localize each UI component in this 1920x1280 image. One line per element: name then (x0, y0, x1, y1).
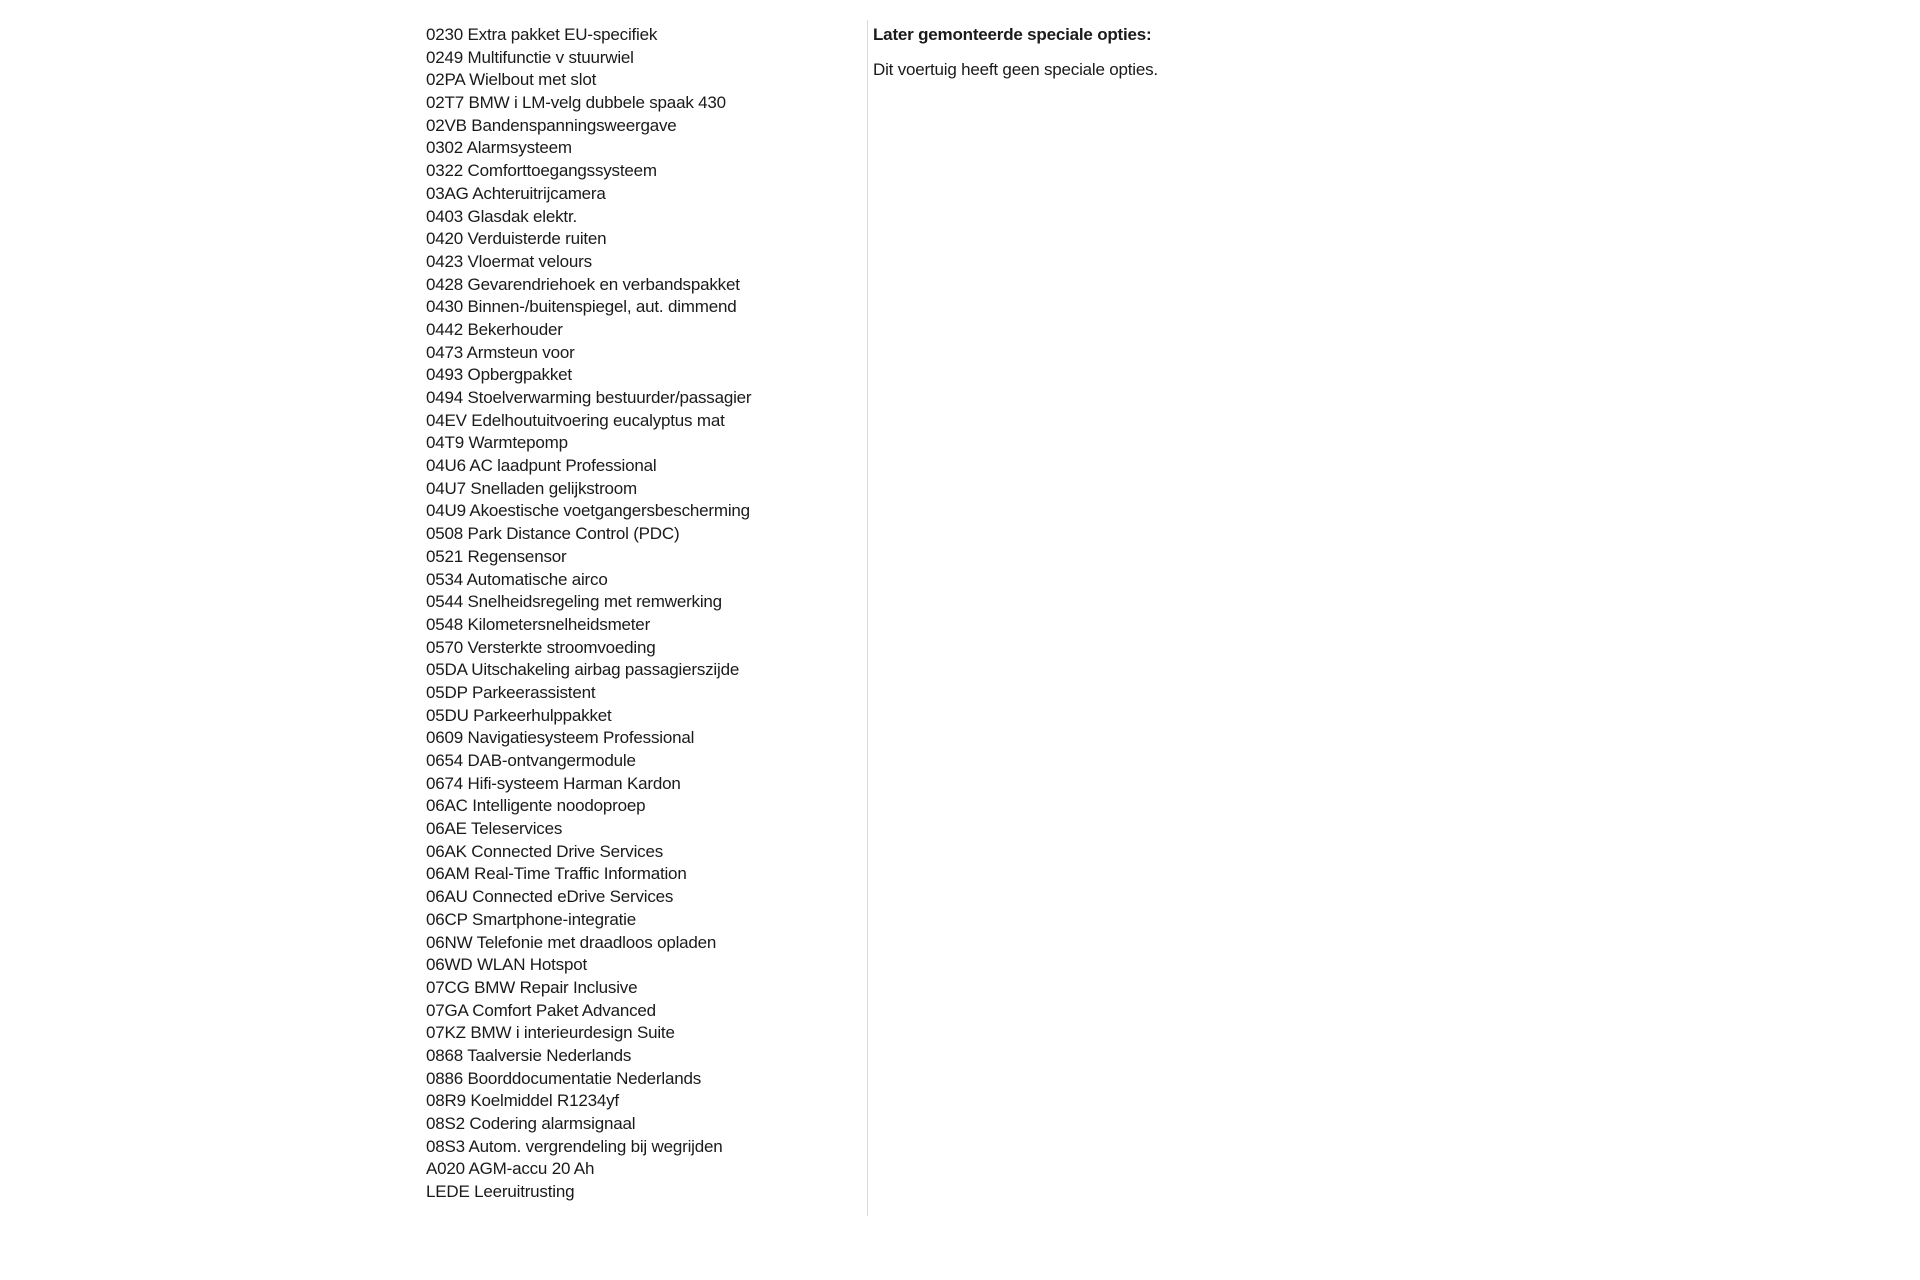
option-item: 06WD WLAN Hotspot (426, 955, 587, 975)
option-item: 0886 Boorddocumentatie Nederlands (426, 1068, 702, 1088)
option-item: 07CG BMW Repair Inclusive (426, 977, 638, 997)
option-item: 02PA Wielbout met slot (426, 70, 597, 90)
option-item: 06AM Real-Time Traffic Information (426, 864, 687, 884)
option-item: 0430 Binnen-/buitenspiegel, aut. dimmend (426, 297, 737, 317)
option-item: 02T7 BMW i LM-velg dubbele spaak 430 (426, 93, 726, 113)
option-item: 06NW Telefonie met draadloos opladen (426, 932, 717, 952)
option-item: 04EV Edelhoutuitvoering eucalyptus mat (426, 410, 725, 430)
option-item: 06CP Smartphone-integratie (426, 909, 636, 929)
option-item: 08S2 Codering alarmsignaal (426, 1114, 636, 1133)
special-options-heading: Later gemonteerde speciale opties: (873, 25, 1152, 44)
option-item: 04U7 Snelladen gelijkstroom (426, 478, 638, 498)
option-item: 0508 Park Distance Control (PDC) (426, 524, 680, 544)
special-options-panel (873, 24, 1573, 81)
option-item: 0609 Navigatiesysteem Professional (426, 728, 695, 748)
option-item: 0570 Versterkte stroomvoeding (426, 637, 656, 657)
option-item: LEDE Leeruitrusting (426, 1182, 575, 1202)
option-item: 0534 Automatische airco (426, 569, 608, 589)
column-divider (867, 20, 868, 1216)
option-item: 0403 Glasdak elektr. (426, 206, 577, 226)
option-item: 02VB Bandenspanningsweergave (426, 115, 677, 135)
option-item: 0442 Bekerhouder (426, 319, 563, 339)
option-item: 08R9 Koelmiddel R1234yf (426, 1091, 619, 1111)
option-item: 0473 Armsteun voor (426, 342, 575, 362)
option-item: 07KZ BMW i interieurdesign Suite (426, 1023, 675, 1043)
factory-options-list (426, 24, 866, 1204)
option-item: 05DP Parkeerassistent (426, 682, 596, 702)
option-item: 04U6 AC laadpunt Professional (426, 456, 657, 476)
option-item: 07GA Comfort Paket Advanced (426, 1000, 656, 1020)
option-item: 0654 DAB-ontvangermodule (426, 751, 636, 770)
option-item: 06AK Connected Drive Services (426, 841, 664, 861)
option-item: 0249 Multifunctie v stuurwiel (426, 47, 634, 67)
option-item: 0868 Taalversie Nederlands (426, 1045, 632, 1065)
option-item: 0494 Stoelverwarming bestuurder/passagier (426, 388, 752, 407)
option-item: 0423 Vloermat velours (426, 251, 592, 271)
option-item: 04U9 Akoestische voetgangersbescherming (426, 501, 750, 521)
option-item: 0428 Gevarendriehoek en verbandspakket (426, 274, 740, 294)
special-options-text: Dit voertuig heeft geen speciale opties. (873, 60, 1158, 79)
option-item: 0322 Comforttoegangssysteem (426, 161, 657, 181)
option-item: 0544 Snelheidsregeling met remwerking (426, 592, 722, 612)
option-item: 0493 Opbergpakket (426, 365, 572, 385)
option-item: 06AC Intelligente noodoproep (426, 796, 646, 816)
option-item: 05DU Parkeerhulppakket (426, 705, 612, 725)
option-item: 0420 Verduisterde ruiten (426, 229, 607, 249)
option-item: 08S3 Autom. vergrendeling bij wegrijden (426, 1136, 723, 1156)
option-item: 05DA Uitschakeling airbag passagierszijde (426, 660, 740, 680)
option-item: A020 AGM-accu 20 Ah (426, 1159, 595, 1179)
option-item: 0674 Hifi-systeem Harman Kardon (426, 773, 681, 793)
option-item: 04T9 Warmtepomp (426, 433, 568, 453)
option-item: 0230 Extra pakket EU-specifiek (426, 25, 658, 44)
option-item: 03AG Achteruitrijcamera (426, 183, 606, 203)
option-item: 0302 Alarmsysteem (426, 138, 572, 158)
option-item: 06AE Teleservices (426, 819, 563, 839)
option-item: 06AU Connected eDrive Services (426, 887, 674, 907)
option-item: 0548 Kilometersnelheidsmeter (426, 614, 651, 634)
option-item: 0521 Regensensor (426, 546, 567, 566)
